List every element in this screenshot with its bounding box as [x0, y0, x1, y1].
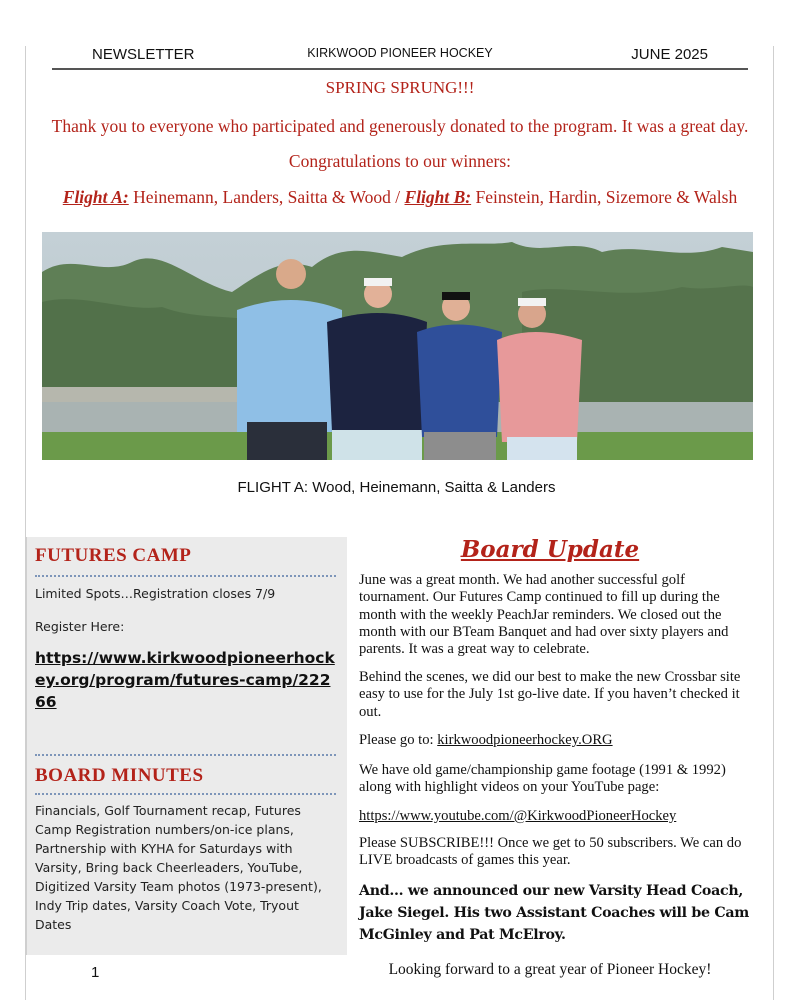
- sidebar-panel: [26, 537, 347, 955]
- golf-team-photo: [42, 232, 753, 460]
- flight-a-label: Flight A:: [62, 187, 129, 207]
- futures-camp-registration-note: Limited Spots…Registration closes 7/9: [35, 586, 276, 601]
- header-date: JUNE 2025: [631, 46, 708, 63]
- board-update-title: Board Update: [460, 536, 640, 563]
- go-to-label: Please go to:: [359, 732, 438, 748]
- coach-announcement: And… we announced our new Varsity Head Coach, Jake Siegel. His two Assistant Coaches will be Cam McGinley and Pat McElroy.: [359, 883, 749, 943]
- header-org-name: KIRKWOOD PIONEER HOCKEY: [307, 46, 493, 60]
- youtube-link[interactable]: https://www.youtube.com/@KirkwoodPioneerHockey: [359, 808, 677, 824]
- header-divider: [52, 68, 748, 70]
- board-update-paragraph-2: Behind the scenes, we did our best to make the new Crossbar site easy to use for the July 1st go-live date. If you haven’t checked it out.: [359, 669, 741, 720]
- futures-camp-register-label: Register Here:: [35, 619, 125, 634]
- board-minutes-text: Financials, Golf Tournament recap, Futures Camp Registration numbers/on-ice plans, Partnership with KYHA for Saturdays with Varsity, Bring back Cheerleaders, YouTube, Digitized Varsity Team photos (1973-present), Indy Trip dates, Varsity Coach Vote, Tryout Dates: [35, 803, 322, 932]
- header-newsletter-label: NEWSLETTER: [92, 46, 195, 63]
- headline: SPRING SPRUNG!!!: [325, 78, 475, 97]
- youtube-link-line: [359, 808, 754, 825]
- photo-illustration: [42, 232, 753, 460]
- newsletter-header: [52, 44, 748, 70]
- futures-camp-title: FUTURES CAMP: [35, 545, 192, 566]
- flight-a-names: Heinemann, Landers, Saitta & Wood /: [128, 187, 405, 207]
- website-link[interactable]: kirkwoodpioneerhockey.ORG: [437, 732, 613, 748]
- dotted-divider: [35, 793, 336, 795]
- board-update-paragraph-4: We have old game/championship game footage (1991 & 1992) along with highlight videos on your YouTube page:: [359, 762, 726, 796]
- page-number: 1: [91, 964, 100, 981]
- board-minutes-title: BOARD MINUTES: [35, 765, 204, 786]
- thank-you-text: Thank you to everyone who participated and generously donated to the program. It was a great day.: [51, 116, 749, 136]
- futures-camp-link[interactable]: https://www.kirkwoodpioneerhockey.org/program/futures-camp/22266: [35, 649, 335, 711]
- congrats-text: Congratulations to our winners:: [288, 151, 512, 171]
- photo-caption: FLIGHT A: Wood, Heinemann, Saitta & Landers: [237, 479, 556, 496]
- board-update-paragraph-3: [359, 732, 754, 749]
- flight-b-label: Flight B:: [404, 187, 472, 207]
- board-update-paragraph-5: Please SUBSCRIBE!!! Once we get to 50 subscribers. We can do LIVE broadcasts of games this year.: [359, 835, 742, 869]
- board-update-paragraph-1: June was a great month. We had another successful golf tournament. Our Futures Camp continued to fill up during the month with the weekly PeachJar reminders. We closed out the month with our BTeam Banquet and had over sixty players and parents. It was a great way to celebrate.: [359, 572, 729, 658]
- closing-line: Looking forward to a great year of Pioneer Hockey!: [388, 961, 712, 978]
- winners-line: [0, 187, 800, 208]
- flight-b-names: Feinstein, Hardin, Sizemore & Walsh: [471, 187, 738, 207]
- dotted-divider: [35, 754, 336, 756]
- dotted-divider: [35, 575, 336, 577]
